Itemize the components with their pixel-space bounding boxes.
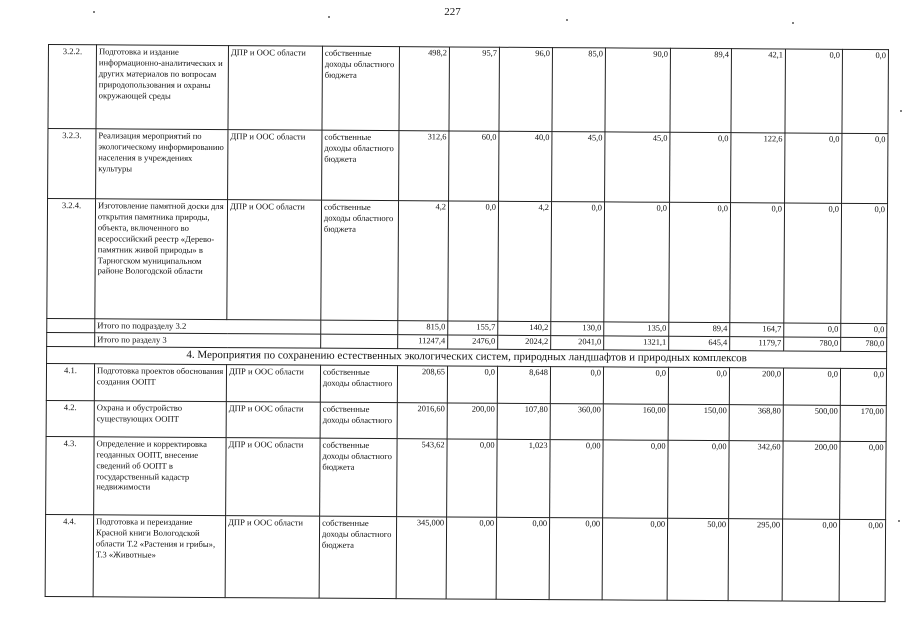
- amount-cell: 0,0: [842, 49, 889, 133]
- amount-cell: 40,0: [499, 131, 552, 201]
- activity-name: Охрана и обустройство существующих ООПТ: [94, 401, 226, 438]
- amount-cell: 50,00: [667, 518, 728, 600]
- amount-cell: 0,0: [670, 132, 731, 202]
- amount-cell: 0,0: [730, 203, 785, 323]
- amount-cell: 160,00: [603, 404, 668, 440]
- row-code: 4.4.: [45, 514, 94, 596]
- amount-cell: 500,00: [783, 405, 840, 441]
- funding-source: собственные доходы областного бюджета: [321, 200, 399, 320]
- amount-cell: 0,0: [448, 201, 499, 321]
- amount-cell: 342,60: [729, 440, 783, 518]
- amount-cell: 0,0: [842, 133, 888, 203]
- amount-cell: 0,0: [551, 202, 605, 322]
- amount-cell: 45,0: [552, 132, 605, 202]
- amount-cell: 815,0: [398, 321, 448, 335]
- funding-source: собственные доходы областного бюджета: [322, 130, 399, 200]
- executor: ДПР и ООС области: [225, 515, 319, 598]
- amount-cell: 0,0: [841, 203, 888, 323]
- subtotal-label: Итого по подразделу 3.2: [95, 319, 321, 334]
- amount-cell: 135,0: [604, 322, 669, 336]
- table-row: [47, 199, 888, 324]
- amount-cell: 0,0: [785, 133, 842, 203]
- amount-cell: 543,62: [397, 438, 447, 516]
- executor: ДПР и ООС области: [226, 364, 320, 402]
- amount-cell: 96,0: [499, 47, 553, 131]
- amount-cell: 95,7: [449, 47, 500, 131]
- amount-cell: 0,0: [550, 366, 603, 403]
- amount-cell: 8,648: [497, 366, 550, 403]
- table-row: [48, 45, 888, 134]
- amount-cell: 4,2: [498, 201, 552, 321]
- scan-speck: [93, 11, 95, 13]
- amount-cell: 1179,7: [730, 337, 784, 351]
- amount-cell: 0,0: [784, 203, 842, 323]
- amount-cell: 0,00: [447, 439, 497, 517]
- amount-cell: 368,80: [729, 404, 783, 440]
- funding-source: собственные доходы областного бюджета: [320, 438, 397, 516]
- page-number: 227: [444, 6, 461, 18]
- amount-cell: 45,0: [605, 132, 670, 202]
- scan-speck: [900, 110, 902, 112]
- funding-source: собственные доходы областного бюджета: [322, 46, 400, 130]
- activity-name: Подготовка и переиздание Красной книги Вологодской области Т.2 «Растения и грибы», Т.3 «Животные»: [93, 515, 225, 598]
- amount-cell: 200,00: [783, 441, 840, 519]
- amount-cell: 2016,60: [397, 402, 447, 438]
- amount-cell: 645,4: [669, 336, 730, 350]
- amount-cell: 1321,1: [604, 336, 669, 350]
- amount-cell: 0,00: [549, 517, 602, 599]
- activity-name: Подготовка проектов обоснования создания ООПТ: [94, 364, 226, 402]
- amount-cell: 85,0: [552, 48, 606, 132]
- amount-cell: 498,2: [399, 47, 450, 131]
- amount-cell: 170,00: [840, 405, 886, 441]
- executor: ДПР и ООС области: [228, 46, 323, 131]
- funding-source: собственные доходы областного: [320, 402, 397, 438]
- amount-cell: 130,0: [551, 322, 604, 336]
- amount-cell: 140,2: [498, 321, 551, 335]
- table-row: [45, 514, 885, 601]
- empty-cell: [321, 320, 398, 334]
- empty-cell: [47, 318, 95, 332]
- table-row: [48, 129, 888, 204]
- amount-cell: 0,00: [496, 517, 549, 599]
- empty-cell: [321, 334, 398, 348]
- scan-speck: [792, 22, 794, 24]
- activity-name: Реализация мероприятий по экологическому информированию населения в учреждениях культуры: [96, 129, 228, 200]
- activity-name: Изготовление памятной доски для открытия памятника природы, объекта, включенного во всероссийский реестр «Дерево-памятник живой природы» в Тарногском муниципальном районе Вологодской области: [95, 199, 228, 320]
- amount-cell: 0,0: [783, 368, 840, 405]
- section-total-label: Итого по разделу 3: [95, 333, 321, 348]
- empty-cell: [47, 332, 95, 346]
- amount-cell: 0,0: [784, 323, 841, 337]
- executor: ДПР и ООС области: [226, 401, 320, 438]
- amount-cell: 360,00: [550, 403, 603, 439]
- amount-cell: 2024,2: [498, 335, 551, 349]
- amount-cell: 90,0: [605, 48, 671, 132]
- amount-cell: 4,2: [398, 201, 449, 321]
- amount-cell: 0,0: [604, 202, 670, 322]
- row-code: 3.2.2.: [48, 45, 97, 129]
- table-row: [46, 400, 886, 441]
- amount-cell: 208,65: [397, 365, 447, 402]
- amount-cell: 345,000: [396, 516, 446, 598]
- amount-cell: 0,00: [446, 517, 496, 599]
- amount-cell: 0,00: [668, 440, 729, 518]
- amount-cell: 780,0: [784, 337, 841, 351]
- amount-cell: 0,00: [840, 441, 886, 519]
- amount-cell: 200,0: [729, 367, 783, 404]
- amount-cell: 150,00: [668, 404, 729, 440]
- amount-cell: 1,023: [497, 439, 550, 517]
- row-code: 4.2.: [46, 400, 94, 436]
- amount-cell: 0,00: [782, 519, 839, 601]
- scan-speck: [566, 19, 568, 21]
- amount-cell: 60,0: [449, 131, 499, 201]
- amount-cell: 0,0: [785, 49, 843, 133]
- amount-cell: 0,00: [550, 439, 603, 517]
- row-code: 4.1.: [46, 363, 94, 400]
- amount-cell: 89,4: [669, 322, 730, 336]
- amount-cell: 122,6: [731, 133, 785, 203]
- executor: ДПР и ООС области: [228, 130, 322, 201]
- row-code: 3.2.4.: [47, 199, 96, 319]
- amount-cell: 164,7: [730, 323, 784, 337]
- amount-cell: 0,00: [839, 519, 886, 601]
- amount-cell: 0,00: [603, 440, 668, 518]
- amount-cell: 155,7: [448, 321, 498, 335]
- amount-cell: 295,00: [728, 518, 782, 600]
- executor: ДПР и ООС области: [226, 437, 320, 516]
- amount-cell: 2041,0: [551, 335, 604, 349]
- funding-source: собственные доходы областного: [320, 365, 397, 402]
- amount-cell: 780,0: [841, 337, 887, 351]
- amount-cell: 107,80: [497, 403, 550, 439]
- amount-cell: 0,0: [840, 368, 886, 405]
- amount-cell: 11247,4: [398, 335, 448, 349]
- activity-name: Определение и корректировка геоданных ООПТ, внесение сведений об ООПТ в государственный кадастр недвижимости: [94, 437, 226, 516]
- table-row: [46, 363, 886, 405]
- amount-cell: 0,00: [602, 518, 667, 600]
- executor: ДПР и ООС области: [227, 200, 322, 321]
- section-heading: 4. Мероприятия по сохранению естественных экологических систем, природных ландшафтов и природных комплексов: [47, 346, 887, 368]
- row-code: 4.3.: [46, 436, 94, 514]
- row-code: 3.2.3.: [48, 129, 96, 199]
- activity-name: Подготовка и издание информационно-аналитических и других материалов по вопросам природопользования и охраны окружающей среды: [96, 45, 229, 130]
- amount-cell: 200,00: [447, 403, 497, 439]
- table-row: [46, 436, 886, 519]
- amount-cell: 42,1: [731, 49, 786, 133]
- funding-source: собственные доходы областного бюджета: [319, 516, 396, 598]
- scan-speck: [898, 520, 900, 522]
- amount-cell: 89,4: [670, 48, 732, 132]
- amount-cell: 0,0: [669, 202, 731, 322]
- budget-table: [45, 44, 889, 602]
- amount-cell: 0,0: [447, 366, 497, 403]
- scan-speck: [328, 16, 330, 18]
- amount-cell: 0,0: [841, 323, 887, 337]
- amount-cell: 312,6: [399, 131, 449, 201]
- amount-cell: 0,0: [668, 367, 729, 404]
- amount-cell: 0,0: [603, 367, 668, 404]
- amount-cell: 2476,0: [448, 335, 498, 349]
